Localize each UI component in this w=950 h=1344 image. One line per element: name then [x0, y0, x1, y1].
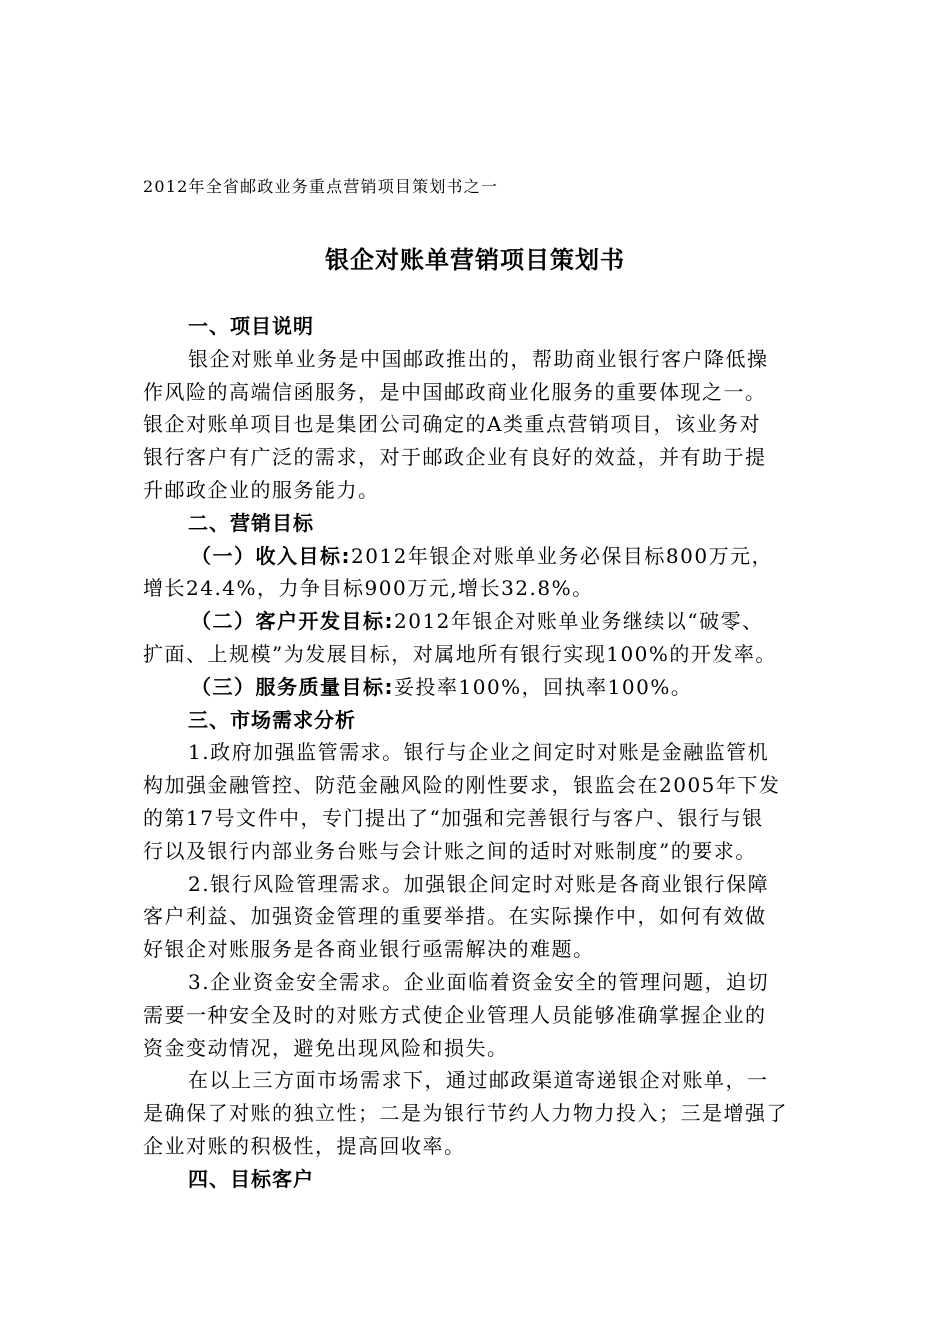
- paragraph-line: 构加强金融管控、防范金融风险的刚性要求，银监会在2005年下发: [143, 773, 781, 798]
- goal-label: （三）服务质量目标:: [191, 674, 394, 699]
- paragraph-line: 增长24.4%，力争目标900万元,增长32.8%。: [143, 576, 594, 601]
- paragraph-line: 好银企对账服务是各商业银行亟需解决的难题。: [143, 937, 595, 962]
- section-heading-marketing-goals: 二、营销目标: [188, 510, 314, 535]
- goal-item-customer-development: [143, 605, 823, 638]
- section-heading-project-description: 一、项目说明: [188, 314, 314, 338]
- paragraph-line: 1.政府加强监管需求。银行与企业之间定时对账是金融监管机: [188, 740, 770, 765]
- paragraph-line: 资金变动情况，避免出现风险和损失。: [143, 1035, 509, 1060]
- goal-text: 妥投率100%，回执率100%。: [394, 674, 693, 699]
- paragraph-line: 银企对账单项目也是集团公司确定的A类重点营销项目，该业务对: [143, 412, 761, 437]
- goal-label: （一）收入目标:: [191, 543, 351, 568]
- section-heading-target-customers: 四、目标客户: [188, 1166, 314, 1191]
- document-subtitle: 2012年全省邮政业务重点营销项目策划书之一: [143, 177, 499, 196]
- goal-text: 2012年银企对账单业务必保目标800万元，: [351, 543, 774, 568]
- paragraph-line: 银企对账单业务是中国邮政推出的，帮助商业银行客户降低操: [188, 346, 769, 371]
- paragraph-line: 行以及银行内部业务台账与会计账之间的适时对账制度”的要求。: [143, 838, 757, 863]
- paragraph-line: 在以上三方面市场需求下，通过邮政渠道寄递银企对账单，一: [188, 1068, 769, 1093]
- section-heading-market-analysis: 三、市场需求分析: [188, 707, 356, 732]
- paragraph-line: 企业对账的积极性，提高回收率。: [143, 1133, 466, 1158]
- paragraph-line: 客户利益、加强资金管理的重要举措。在实际操作中，如何有效做: [143, 904, 767, 929]
- paragraph-line: 的第17号文件中，专门提出了“加强和完善银行与客户、银行与银: [143, 805, 764, 830]
- goal-item-revenue: [143, 540, 823, 573]
- document-body: [143, 310, 823, 1196]
- paragraph-line: 银行客户有广泛的需求，对于邮政企业有良好的效益，并有助于提: [143, 445, 767, 470]
- paragraph-line: 升邮政企业的服务能力。: [143, 477, 380, 502]
- goal-label: （二）客户开发目标:: [191, 609, 394, 634]
- document-title: 银企对账单营销项目策划书: [325, 246, 625, 274]
- paragraph-line: 需要一种安全及时的对账方式使企业管理人员能够准确掌握企业的: [143, 1002, 767, 1027]
- goal-item-service-quality: [143, 671, 823, 704]
- paragraph-line: 3.企业资金安全需求。企业面临着资金安全的管理问题，迫切: [188, 969, 770, 994]
- paragraph-line: 是确保了对账的独立性；二是为银行节约人力物力投入；三是增强了: [143, 1101, 788, 1126]
- paragraph-line: 作风险的高端信函服务，是中国邮政商业化服务的重要体现之一。: [143, 379, 767, 404]
- goal-text: 2012年银企对账单业务继续以“破零、: [394, 609, 764, 634]
- paragraph-line: 扩面、上规模”为发展目标，对属地所有银行实现100%的开发率。: [143, 641, 777, 666]
- paragraph-line: 2.银行风险管理需求。加强银企间定时对账是各商业银行保障: [188, 871, 770, 896]
